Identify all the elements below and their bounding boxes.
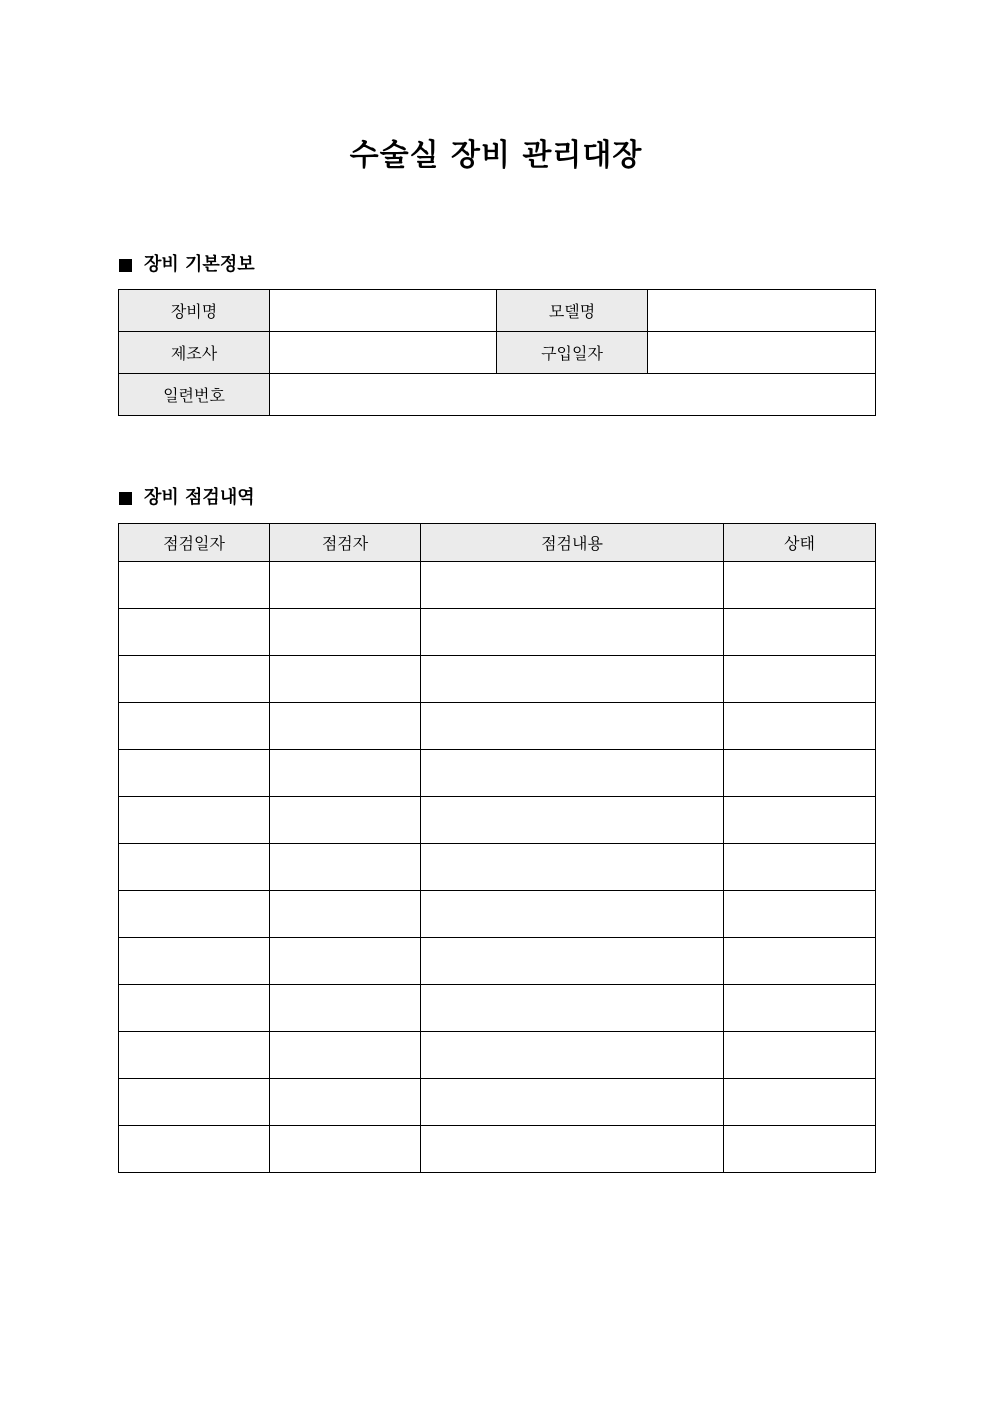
inspection-details-cell[interactable] xyxy=(421,891,724,938)
table-row xyxy=(119,844,876,891)
inspection-date-cell[interactable] xyxy=(119,656,270,703)
status-cell[interactable] xyxy=(724,844,876,891)
status-cell[interactable] xyxy=(724,656,876,703)
column-header-inspection-date: 점검일자 xyxy=(119,524,270,562)
inspection-date-cell[interactable] xyxy=(119,844,270,891)
table-row xyxy=(119,332,876,374)
inspector-cell[interactable] xyxy=(270,1032,421,1079)
inspector-cell[interactable] xyxy=(270,750,421,797)
inspection-log-table xyxy=(118,523,876,1173)
manufacturer-field[interactable] xyxy=(270,332,497,374)
table-row xyxy=(119,656,876,703)
inspector-cell[interactable] xyxy=(270,562,421,609)
inspector-cell[interactable] xyxy=(270,797,421,844)
basic-info-table xyxy=(118,289,876,416)
inspection-date-cell[interactable] xyxy=(119,609,270,656)
inspector-cell[interactable] xyxy=(270,985,421,1032)
inspection-date-cell[interactable] xyxy=(119,1126,270,1173)
status-cell[interactable] xyxy=(724,1079,876,1126)
status-cell[interactable] xyxy=(724,1126,876,1173)
table-row xyxy=(119,750,876,797)
inspection-details-cell[interactable] xyxy=(421,1032,724,1079)
inspector-cell[interactable] xyxy=(270,1126,421,1173)
table-row xyxy=(119,891,876,938)
table-row xyxy=(119,985,876,1032)
inspection-date-cell[interactable] xyxy=(119,938,270,985)
section-heading-basic-info xyxy=(119,253,255,277)
table-row xyxy=(119,374,876,416)
table-row xyxy=(119,290,876,332)
table-row xyxy=(119,562,876,609)
inspection-date-cell[interactable] xyxy=(119,1032,270,1079)
inspection-date-cell[interactable] xyxy=(119,1079,270,1126)
manufacturer-label: 제조사 xyxy=(119,332,270,374)
status-cell[interactable] xyxy=(724,1032,876,1079)
inspection-details-cell[interactable] xyxy=(421,938,724,985)
inspection-details-cell[interactable] xyxy=(421,844,724,891)
table-row xyxy=(119,797,876,844)
square-bullet-icon xyxy=(119,259,132,272)
status-cell[interactable] xyxy=(724,938,876,985)
status-cell[interactable] xyxy=(724,609,876,656)
column-header-inspector: 점검자 xyxy=(270,524,421,562)
inspection-details-cell[interactable] xyxy=(421,750,724,797)
table-row xyxy=(119,703,876,750)
serial-number-field[interactable] xyxy=(270,374,876,416)
table-row xyxy=(119,938,876,985)
section-heading-inspection-log xyxy=(119,486,255,510)
inspection-details-cell[interactable] xyxy=(421,609,724,656)
inspector-cell[interactable] xyxy=(270,609,421,656)
inspection-date-cell[interactable] xyxy=(119,891,270,938)
square-bullet-icon xyxy=(119,492,132,505)
inspector-cell[interactable] xyxy=(270,656,421,703)
table-row xyxy=(119,609,876,656)
table-row xyxy=(119,1126,876,1173)
inspector-cell[interactable] xyxy=(270,1079,421,1126)
status-cell[interactable] xyxy=(724,985,876,1032)
status-cell[interactable] xyxy=(724,891,876,938)
serial-number-label: 일련번호 xyxy=(119,374,270,416)
inspector-cell[interactable] xyxy=(270,844,421,891)
inspection-date-cell[interactable] xyxy=(119,985,270,1032)
equipment-name-label: 장비명 xyxy=(119,290,270,332)
equipment-name-field[interactable] xyxy=(270,290,497,332)
model-name-field[interactable] xyxy=(648,290,876,332)
inspection-date-cell[interactable] xyxy=(119,703,270,750)
inspection-details-cell[interactable] xyxy=(421,703,724,750)
inspection-date-cell[interactable] xyxy=(119,750,270,797)
inspection-details-cell[interactable] xyxy=(421,1126,724,1173)
purchase-date-label: 구입일자 xyxy=(497,332,648,374)
status-cell[interactable] xyxy=(724,703,876,750)
column-header-inspection-details: 점검내용 xyxy=(421,524,724,562)
inspection-log-body xyxy=(119,562,876,1173)
document-title: 수술실 장비 관리대장 xyxy=(349,138,643,173)
inspector-cell[interactable] xyxy=(270,938,421,985)
purchase-date-field[interactable] xyxy=(648,332,876,374)
inspection-details-cell[interactable] xyxy=(421,797,724,844)
table-header-row xyxy=(119,524,876,562)
inspection-details-cell[interactable] xyxy=(421,656,724,703)
status-cell[interactable] xyxy=(724,797,876,844)
table-row xyxy=(119,1079,876,1126)
inspection-details-cell[interactable] xyxy=(421,562,724,609)
section-heading-label: 장비 기본정보 xyxy=(144,254,255,275)
status-cell[interactable] xyxy=(724,562,876,609)
inspector-cell[interactable] xyxy=(270,703,421,750)
column-header-status: 상태 xyxy=(724,524,876,562)
model-name-label: 모델명 xyxy=(497,290,648,332)
status-cell[interactable] xyxy=(724,750,876,797)
section-heading-label: 장비 점검내역 xyxy=(144,487,255,508)
inspector-cell[interactable] xyxy=(270,891,421,938)
inspection-details-cell[interactable] xyxy=(421,985,724,1032)
table-row xyxy=(119,1032,876,1079)
inspection-details-cell[interactable] xyxy=(421,1079,724,1126)
inspection-date-cell[interactable] xyxy=(119,797,270,844)
inspection-date-cell[interactable] xyxy=(119,562,270,609)
